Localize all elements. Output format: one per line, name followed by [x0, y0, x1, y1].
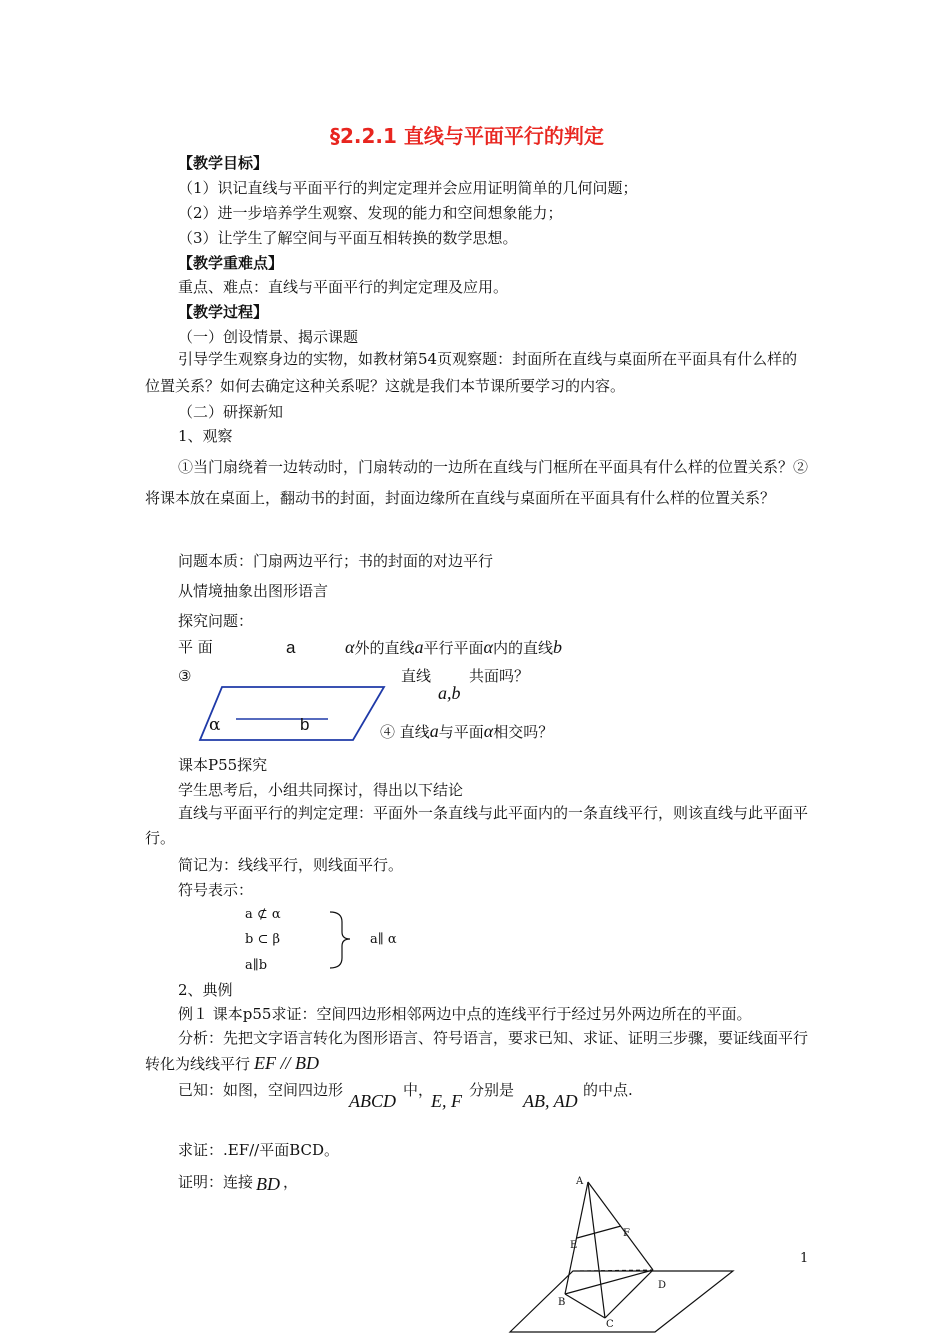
line-a-label: a — [286, 638, 296, 657]
plane-label: 平 面 — [178, 638, 213, 656]
page-title: §2.2.1 直线与平面平行的判定 — [330, 124, 604, 148]
given-abad: AB, AD — [523, 1091, 578, 1111]
observe-heading: 1、观察 — [178, 427, 233, 445]
plane-figure — [196, 672, 396, 742]
example-1: 例１ 课本p55求证：空间四边形相邻两边中点的连线平行于经过另外两边所在的平面。 — [178, 1005, 752, 1023]
label-E: E — [570, 1240, 578, 1251]
label-B: B — [558, 1297, 566, 1308]
proof-bd: BD — [256, 1174, 280, 1194]
question-intersect — [380, 721, 553, 742]
explore-text: 探究问题： — [178, 612, 254, 630]
q-a: a — [414, 637, 424, 657]
part2-heading: （二）研探新知 — [178, 403, 284, 421]
q-text-2: 平行平面 — [423, 639, 484, 657]
alpha-label: α — [209, 715, 221, 735]
q4-pre: ④ 直线 — [380, 723, 430, 741]
q-ab: a,b — [438, 683, 461, 703]
q4-end: 相交吗？ — [493, 723, 554, 741]
theorem-short: 简记为：线线平行，则线面平行。 — [178, 856, 404, 874]
q-text-1: 外的直线 — [354, 639, 415, 657]
page-number: 1 — [800, 1251, 809, 1266]
q-coplanar: 共面吗？ — [469, 667, 530, 685]
given-mid2: 分别是 — [469, 1081, 515, 1099]
line-b-label: b — [300, 715, 310, 734]
label-D: D — [658, 1280, 667, 1291]
essence-text: 问题本质：门扇两边平行；书的封面的对边平行 — [178, 552, 494, 570]
given-ef: E, F — [431, 1091, 462, 1111]
q-text-3: 内的直线 — [492, 639, 553, 657]
q-alpha: α — [345, 637, 355, 657]
discuss-text: 学生思考后，小组共同探讨，得出以下结论 — [178, 781, 464, 799]
example-heading: 2、典例 — [178, 981, 233, 999]
proof-pre: 证明：连接 — [178, 1173, 254, 1191]
goals-heading: 【教学目标】 — [178, 154, 269, 172]
brace-icon — [328, 910, 358, 970]
q-b: b — [552, 637, 562, 657]
symbol-3: a∥b — [245, 958, 268, 973]
observe-paragraph: ①当门扇绕着一边转动时，门扇转动的一边所在直线与门框所在平面具有什么样的位置关系？②将课本放在桌面上，翻动书的封面，封面边缘所在直线与桌面所在平面具有什么样的位置关系？ — [145, 458, 809, 507]
theorem-statement: 直线与平面平行的判定定理：平面外一条直线与此平面内的一条直线平行，则该直线与此平面平行。 — [145, 804, 809, 847]
part1-heading: （一）创设情景、揭示课题 — [178, 328, 359, 346]
intro-paragraph: 引导学生观察身边的实物，如教材第54页观察题：封面所在直线与桌面所在平面具有什么样的位置关系？如何去确定这种关系呢？这就是我们本节课所要学习的内容。 — [145, 350, 798, 395]
goal-item-2: （2）进一步培养学生观察、发现的能力和空间想象能力； — [178, 204, 563, 222]
given-end: 的中点. — [583, 1081, 633, 1099]
p55-text: 课本P55探究 — [178, 756, 268, 774]
proof-comma: ， — [283, 1173, 299, 1191]
given-pre: 已知：如图，空间四边形 — [178, 1081, 344, 1099]
q3-marker: ③ — [178, 667, 192, 685]
analysis-formula: EF // BD — [254, 1053, 320, 1073]
symbol-2: b ⊂ β — [245, 932, 280, 947]
q4-mid: 与平面 — [438, 723, 484, 741]
q4-alpha: α — [483, 721, 494, 741]
tetrahedron-figure — [505, 1174, 755, 1344]
q-alpha-2: α — [483, 637, 493, 657]
plane-alpha — [200, 687, 384, 740]
label-A: A — [576, 1176, 584, 1187]
symbol-label: 符号表示： — [178, 881, 254, 899]
process-heading: 【教学过程】 — [178, 303, 269, 321]
analysis-body: 分析：先把文字语言转化为图形语言、符号语言，要求已知、求证、证明三步骤，要证线面平行转化为线线平行 — [145, 1029, 809, 1073]
q4-a: a — [429, 721, 439, 741]
given-abcd: ABCD — [349, 1091, 396, 1111]
prove-text: 求证：.EF//平面BCD。 — [178, 1141, 340, 1159]
symbol-result: a∥ α — [370, 932, 397, 947]
label-F: F — [623, 1228, 630, 1239]
label-C: C — [606, 1319, 614, 1330]
goal-item-1: （1）识记直线与平面平行的判定定理并会应用证明简单的几何问题； — [178, 179, 638, 197]
q-line-text: 直线 — [401, 667, 432, 685]
analysis-text — [145, 1026, 810, 1077]
keypoints-text: 重点、难点：直线与平面平行的判定定理及应用。 — [178, 278, 509, 296]
question-parallel — [345, 637, 562, 658]
goal-item-3: （3）让学生了解空间与平面互相转换的数学思想。 — [178, 229, 518, 247]
given-mid: 中， — [403, 1081, 434, 1099]
symbol-1: a ⊄ α — [245, 907, 281, 922]
keypoints-heading: 【教学重难点】 — [178, 254, 284, 272]
abstract-text: 从情境抽象出图形语言 — [178, 582, 329, 600]
